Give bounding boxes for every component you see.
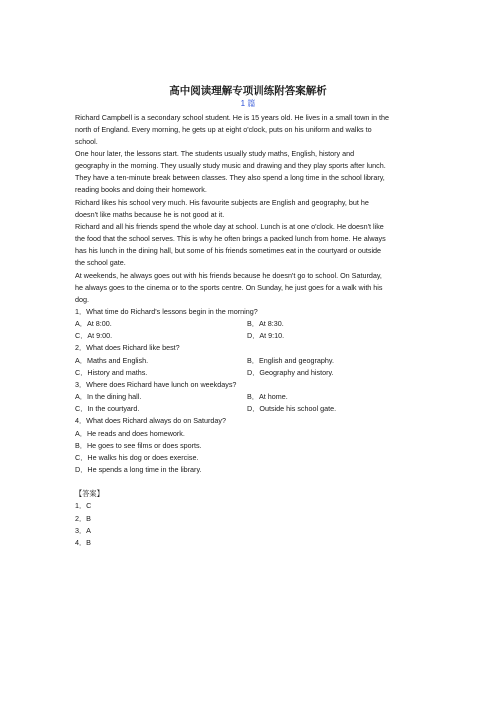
question-1 <box>75 306 425 342</box>
answer-item: 4．B <box>75 537 91 547</box>
option-a: A．In the dining hall. <box>75 392 142 402</box>
option-row <box>75 318 425 330</box>
document-body <box>75 112 425 549</box>
passage-line: They have a ten-minute break between classes. They also spend a long time in the school library, <box>75 173 385 183</box>
subtitle-link[interactable]: 1 篇 <box>240 99 256 108</box>
option-b: B．He goes to see films or does sports. <box>75 440 202 450</box>
passage-line: reading books and doing their homework. <box>75 185 207 195</box>
option-b: B．At 8:30. <box>247 319 284 329</box>
option-d: D．Outside his school gate. <box>247 404 337 414</box>
option-row <box>75 391 425 403</box>
option-c: C．In the courtyard. <box>75 404 140 414</box>
passage-line: One hour later, the lessons start. The students usually study maths, English, history and <box>75 148 355 158</box>
option-c: C．At 9:00. <box>75 331 113 341</box>
option-a: A．He reads and does homework. <box>75 428 185 438</box>
option-a: A．At 8:00. <box>75 319 112 329</box>
question-3 <box>75 379 425 415</box>
question-2 <box>75 342 425 378</box>
option-d: D．At 9:10. <box>247 331 285 341</box>
passage-line: At weekends, he always goes out with his friends because he doesn't go to school. On Saturday, <box>75 270 382 280</box>
passage-line: he always goes to the cinema or to the sports centre. On Sunday, he just goes for a walk with his <box>75 282 383 292</box>
passage-line: Richard likes his school very much. His favourite subjects are English and geography, but he <box>75 197 369 207</box>
question-4 <box>75 415 425 476</box>
option-b: B．English and geography. <box>247 355 334 365</box>
question-text: 4．What does Richard always do on Saturday? <box>75 416 227 426</box>
option-a: A．Maths and English. <box>75 355 149 365</box>
passage-line: school. <box>75 136 98 146</box>
option-c: C．He walks his dog or does exercise. <box>75 452 199 462</box>
page-title: 高中阅读理解专项训练附答案解析 <box>169 85 327 97</box>
answer-item: 1．C <box>75 501 92 511</box>
passage-line: doesn't like maths because he is not good at it. <box>75 209 225 219</box>
passage-line: has his lunch in the dining hall, but some of his friends sometimes eat in the courtyard or outside <box>75 246 382 256</box>
option-row <box>75 403 425 415</box>
option-row <box>75 355 425 367</box>
option-b: B．At home. <box>247 392 288 402</box>
spacer <box>75 476 425 488</box>
option-row <box>75 330 425 342</box>
passage-line: Richard Campbell is a secondary school student. He is 15 years old. He lives in a small town in the <box>75 112 390 122</box>
reading-passage <box>75 112 425 307</box>
answer-item: 2．B <box>75 513 91 523</box>
option-row <box>75 367 425 379</box>
question-text: 2．What does Richard like best? <box>75 343 180 353</box>
passage-line: geography in the morning. They usually study music and drawing and they play sports after lunch. <box>75 161 386 171</box>
question-text: 3．Where does Richard have lunch on weekdays? <box>75 379 237 389</box>
passage-line: north of England. Every morning, he gets up at eight o'clock, puts on his uniform and walks to <box>75 124 372 134</box>
question-text: 1．What time do Richard's lessons begin in the morning? <box>75 307 258 316</box>
passage-line: dog. <box>75 294 89 304</box>
answer-heading: 【答案】 <box>75 489 104 499</box>
answer-item: 3．A <box>75 525 91 535</box>
answer-section <box>75 488 425 549</box>
passage-line: Richard and all his friends spend the whole day at school. Lunch is at one o'clock. He doesn't like <box>75 221 384 231</box>
option-c: C．History and maths. <box>75 367 148 377</box>
passage-line: the food that the school serves. This is why he often brings a packed lunch from home. He always <box>75 234 386 244</box>
option-d: D．Geography and history. <box>247 367 334 377</box>
passage-line: the school gate. <box>75 258 126 268</box>
option-d: D．He spends a long time in the library. <box>75 465 202 475</box>
